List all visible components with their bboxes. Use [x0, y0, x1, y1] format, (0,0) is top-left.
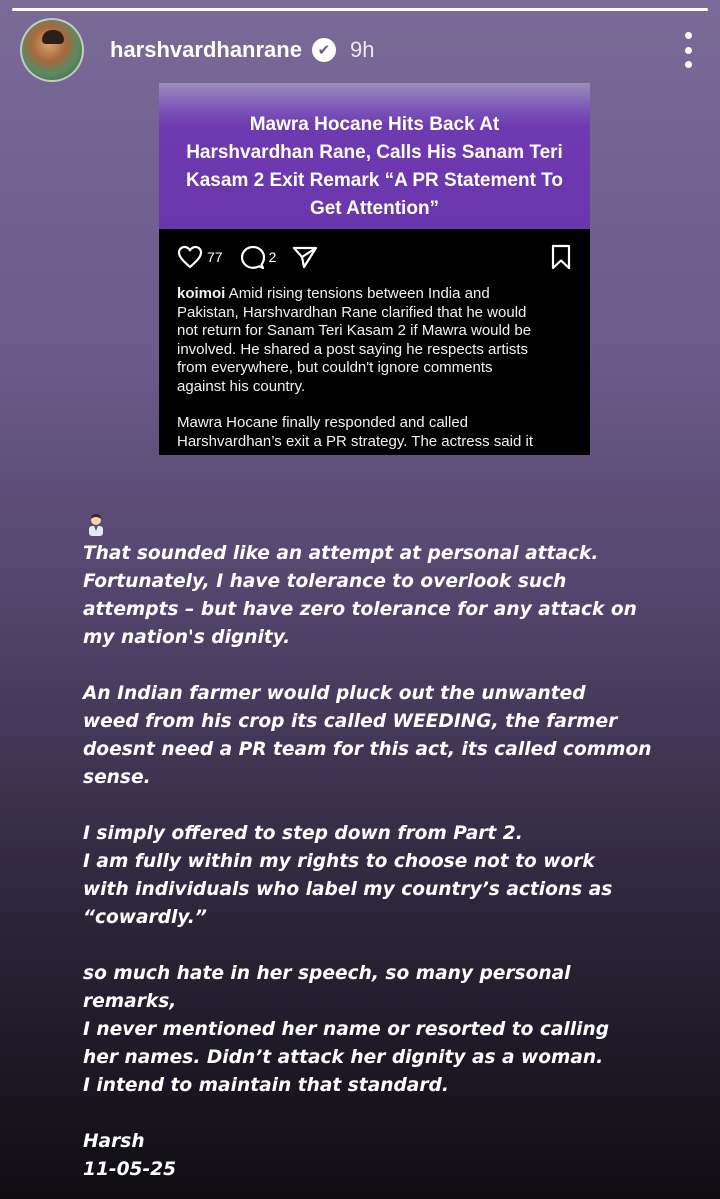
save-button[interactable] [550, 244, 572, 275]
statement-line: Fortunately, I have tolerance to overlook such [83, 571, 567, 592]
story-header [20, 18, 700, 82]
caption-line: Pakistan, Harshvardhan Rane clarified that he would [177, 303, 527, 321]
like-button[interactable] [177, 245, 223, 269]
statement-line: my nation's dignity. [83, 627, 291, 648]
avatar[interactable] [20, 18, 84, 82]
story-progress-fill [12, 8, 708, 11]
caption-line: Mawra Hocane finally responded and called [177, 414, 469, 431]
caption-line: not return for Sanam Teri Kasam 2 if Mawra would be [177, 322, 532, 339]
statement-line: sense. [83, 767, 151, 788]
comment-count: 2 [268, 249, 277, 265]
statement-line: her names. Didn’t attack her dignity as a woman. [83, 1047, 604, 1068]
comment-button[interactable] [239, 245, 277, 269]
caption-line-text: Amid rising tensions between India and [225, 285, 490, 302]
story-progress-bar [12, 8, 708, 11]
statement-line: doesnt need a PR team for this act, its called common [83, 739, 652, 760]
statement-line: I intend to maintain that standard. [83, 1075, 449, 1096]
post-headline-banner [159, 83, 590, 229]
caption-line: against his country. [177, 377, 306, 395]
statement-line: That sounded like an attempt at personal attack. [83, 543, 599, 564]
share-button[interactable] [292, 245, 318, 269]
comment-icon [239, 245, 265, 269]
caption-paragraph [177, 414, 572, 451]
statement-paragraph [83, 820, 683, 932]
story-statement [83, 540, 683, 1199]
statement-line: so much hate in her speech, so many personal [83, 963, 571, 984]
headline-line: Kasam 2 Exit Remark “A PR Statement To [186, 170, 563, 191]
statement-paragraph [83, 960, 683, 1100]
statement-paragraph [83, 680, 683, 792]
statement-line: An Indian farmer would pluck out the unwanted [83, 683, 586, 704]
caption-line [177, 285, 572, 304]
caption-line: Harshvardhan’s exit a PR strategy. The actress said it [177, 432, 533, 450]
person-emoji-icon [84, 512, 108, 536]
post-time: 9h [349, 37, 375, 62]
statement-line: I never mentioned her name or resorted to calling [83, 1019, 610, 1040]
verified-badge-icon: ✔ [312, 38, 336, 62]
statement-signature [83, 1128, 683, 1184]
signature-name: Harsh [83, 1131, 145, 1152]
headline-line: Harshvardhan Rane, Calls His Sanam Teri [186, 142, 563, 163]
caption-line: from everywhere, but couldn't ignore comments [177, 359, 493, 376]
like-count: 77 [207, 249, 223, 265]
statement-line: “cowardly.” [83, 907, 207, 928]
shared-post-card[interactable] [159, 83, 590, 455]
caption-line: involved. He shared a post saying he respects artists [177, 340, 529, 358]
caption-handle[interactable]: koimoi [177, 285, 226, 302]
heart-icon [177, 245, 203, 269]
send-icon [292, 245, 318, 269]
caption-paragraph [177, 285, 572, 396]
statement-line: I am fully within my rights to choose not to work [83, 851, 595, 872]
headline-line: Get Attention” [309, 198, 440, 219]
statement-line: with individuals who label my country’s actions as [83, 879, 613, 900]
signature-date: 11-05-25 [83, 1159, 177, 1180]
username[interactable]: harshvardhanrane [110, 37, 302, 62]
post-headline [186, 111, 563, 223]
headline-line: Mawra Hocane Hits Back At [249, 114, 500, 135]
statement-paragraph [83, 540, 683, 652]
statement-line: I simply offered to step down from Part 2. [83, 823, 523, 844]
bookmark-icon [550, 244, 572, 270]
post-action-bar [159, 229, 590, 285]
statement-line: attempts – but have zero tolerance for any attack on [83, 599, 637, 620]
statement-line: weed from his crop its called WEEDING, the farmer [83, 711, 618, 732]
statement-line: remarks, [83, 991, 177, 1012]
more-vertical-icon[interactable] [676, 32, 700, 68]
post-caption [159, 285, 590, 451]
